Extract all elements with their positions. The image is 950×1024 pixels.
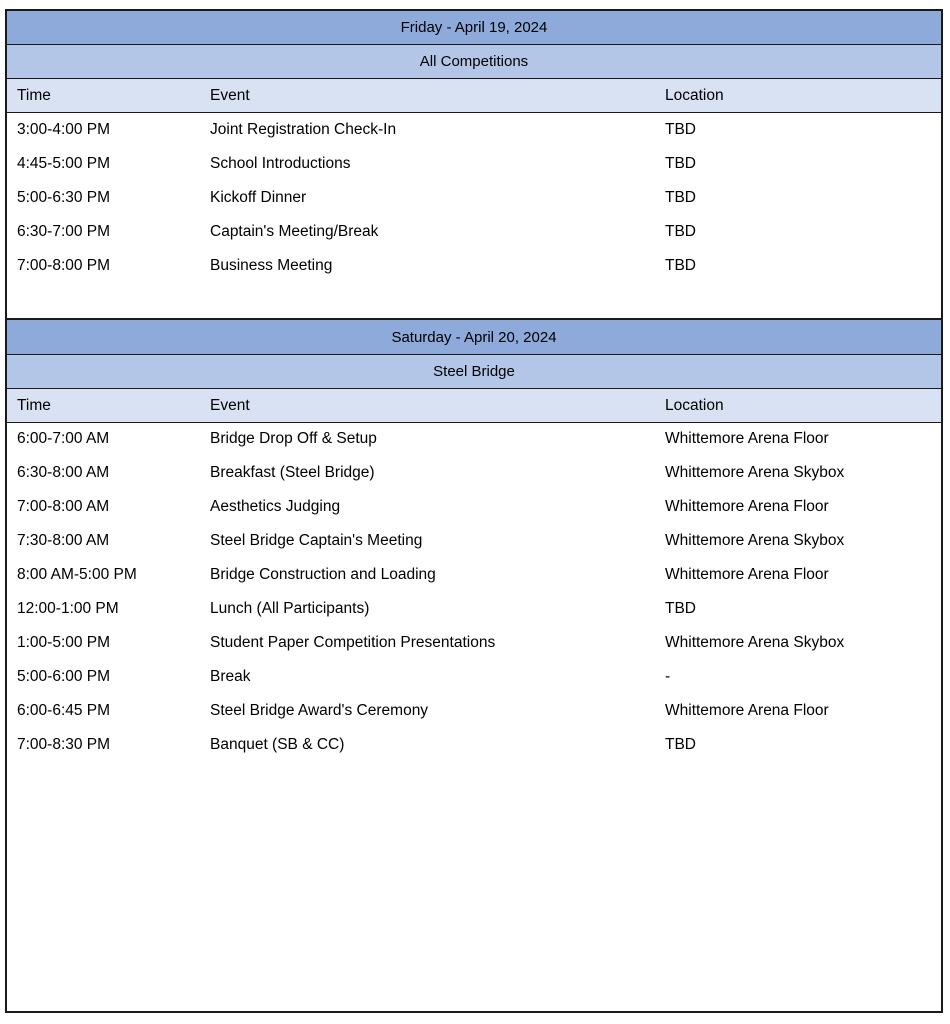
row-time: 7:00-8:30 PM — [17, 736, 111, 753]
row-location: TBD — [665, 121, 696, 138]
row-location: TBD — [665, 736, 696, 753]
row-event: Captain's Meeting/Break — [210, 223, 379, 240]
row-location: TBD — [665, 223, 696, 240]
table-row — [7, 524, 941, 558]
header-time: Time — [17, 396, 51, 414]
row-location: TBD — [665, 600, 696, 617]
header-location: Location — [665, 86, 724, 104]
saturday-competition: Steel Bridge — [433, 363, 515, 380]
row-time: 1:00-5:00 PM — [17, 634, 111, 651]
table-row — [7, 626, 941, 660]
saturday-competition-banner — [7, 355, 941, 389]
row-event: Steel Bridge Captain's Meeting — [210, 532, 423, 549]
row-event: Aesthetics Judging — [210, 498, 341, 515]
row-location: - — [665, 668, 671, 685]
friday-competition: All Competitions — [419, 53, 529, 70]
row-location: Whittemore Arena Floor — [665, 702, 829, 719]
row-location: Whittemore Arena Skybox — [665, 464, 845, 481]
row-event: School Introductions — [210, 155, 351, 172]
table-row — [7, 660, 941, 694]
table-row — [7, 456, 941, 490]
row-location: Whittemore Arena Floor — [665, 430, 829, 447]
row-time: 7:00-8:00 AM — [17, 498, 110, 515]
row-time: 3:00-4:00 PM — [17, 121, 111, 138]
table-row — [7, 592, 941, 626]
row-event: Lunch (All Participants) — [210, 600, 370, 617]
saturday-date: Saturday - April 20, 2024 — [391, 328, 557, 346]
table-row — [7, 490, 941, 524]
table-row — [7, 422, 941, 456]
header-event: Event — [210, 86, 250, 104]
row-event: Joint Registration Check-In — [210, 121, 397, 138]
header-location: Location — [665, 396, 724, 414]
header-time: Time — [17, 86, 51, 104]
table-row — [7, 113, 941, 147]
row-time: 6:30-7:00 PM — [17, 223, 111, 240]
row-location: Whittemore Arena Floor — [665, 566, 829, 583]
table-row — [7, 181, 941, 215]
friday-competition-banner — [7, 45, 941, 79]
row-location: TBD — [665, 155, 696, 172]
row-location: TBD — [665, 189, 696, 206]
row-event: Steel Bridge Award's Ceremony — [210, 702, 429, 719]
row-event: Business Meeting — [210, 257, 333, 274]
row-time: 8:00 AM-5:00 PM — [17, 566, 137, 583]
row-event: Student Paper Competition Presentations — [210, 634, 496, 651]
row-event: Breakfast (Steel Bridge) — [210, 464, 375, 481]
schedule-sheet — [5, 9, 943, 1013]
row-location: Whittemore Arena Floor — [665, 498, 829, 515]
row-time: 6:30-8:00 AM — [17, 464, 110, 481]
friday-date: Friday - April 19, 2024 — [400, 19, 548, 36]
friday-date-banner — [7, 11, 941, 45]
row-time: 5:00-6:30 PM — [17, 189, 111, 206]
row-time: 6:00-7:00 AM — [17, 430, 110, 447]
row-location: TBD — [665, 257, 696, 274]
table-row — [7, 694, 941, 728]
row-location: Whittemore Arena Skybox — [665, 634, 845, 651]
row-location: Whittemore Arena Skybox — [665, 532, 845, 549]
row-time: 7:30-8:00 AM — [17, 532, 110, 549]
row-event: Bridge Drop Off & Setup — [210, 430, 377, 447]
table-row — [7, 215, 941, 249]
table-row — [7, 249, 941, 283]
table-row — [7, 558, 941, 592]
table-row — [7, 147, 941, 181]
row-time: 5:00-6:00 PM — [17, 668, 111, 685]
row-event: Bridge Construction and Loading — [210, 566, 436, 583]
friday-header-row — [7, 79, 941, 113]
row-event: Banquet (SB & CC) — [210, 736, 345, 753]
saturday-date-banner — [7, 320, 941, 355]
saturday-header-row — [7, 389, 941, 423]
row-time: 4:45-5:00 PM — [17, 155, 111, 172]
row-event: Kickoff Dinner — [210, 189, 307, 206]
table-row — [7, 728, 941, 762]
row-event: Break — [210, 668, 251, 685]
row-time: 7:00-8:00 PM — [17, 257, 111, 274]
header-event: Event — [210, 396, 250, 414]
row-time: 6:00-6:45 PM — [17, 702, 111, 719]
row-time: 12:00-1:00 PM — [17, 600, 119, 617]
